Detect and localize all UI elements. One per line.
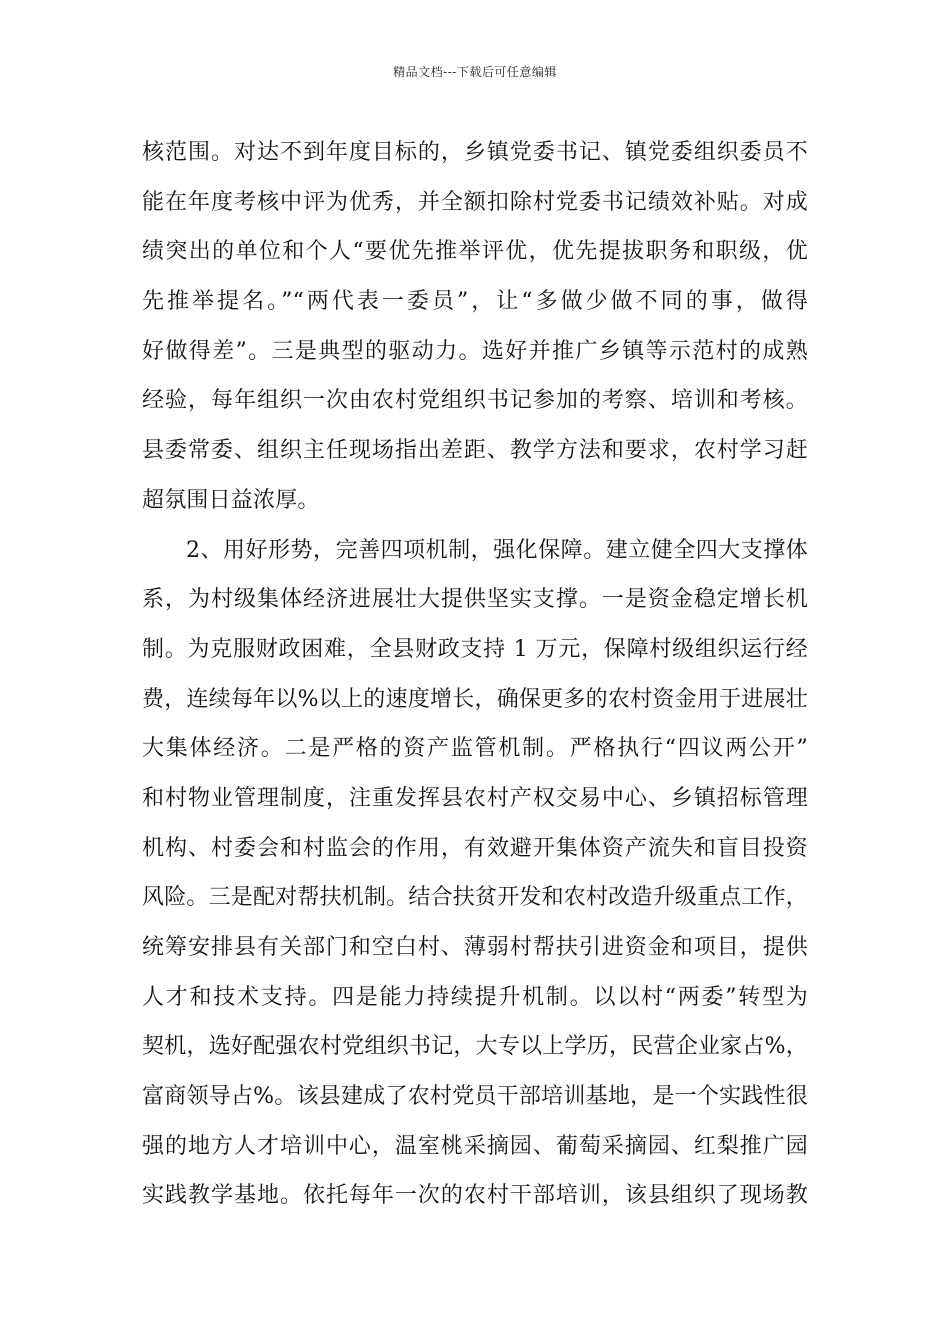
text-line: 经验，每年组织一次由农村党组织书记参加的考察、培训和考核。 <box>142 388 808 414</box>
document-body <box>142 128 808 1221</box>
text-line: 制。为克服财政困难，全县财政支持 1 万元，保障村级组织运行经 <box>142 636 808 662</box>
text-line: 和村物业管理制度，注重发挥县农村产权交易中心、乡镇招标管理 <box>142 785 808 811</box>
text-line: 县委常委、组织主任现场指出差距、教学方法和要求，农村学习赶 <box>142 438 808 464</box>
text-line: 绩突出的单位和个人“要优先推举评优，优先提拔职务和职级，优 <box>142 239 808 265</box>
text-line: 好做得差”。三是典型的驱动力。选好并推广乡镇等示范村的成熟 <box>142 338 808 364</box>
text-line: 机构、村委会和村监会的作用，有效避开集体资产流失和盲目投资 <box>142 835 808 861</box>
text-line: 能在年度考核中评为优秀，并全额扣除村党委书记绩效补贴。对成 <box>142 189 808 215</box>
text-line: 统筹安排县有关部门和空白村、薄弱村帮扶引进资金和项目，提供 <box>142 935 808 960</box>
text-line: 先推举提名。”“两代表一委员”，让“多做少做不同的事，做得 <box>142 289 808 315</box>
text-line: 大集体经济。二是严格的资产监管机制。严格执行“四议两公开” <box>142 736 808 762</box>
text-line: 人才和技术支持。四是能力持续提升机制。以以村“两委”转型为 <box>142 984 808 1010</box>
text-line: 风险。三是配对帮扶机制。结合扶贫开发和农村改造升级重点工作， <box>142 885 809 911</box>
text-line: 超氛围日益浓厚。 <box>142 487 320 513</box>
text-line: 契机，选好配强农村党组织书记，大专以上学历，民营企业家占%， <box>142 1034 808 1060</box>
text-line: 强的地方人才培训中心，温室桃采摘园、葡萄采摘园、红梨推广园 <box>142 1133 808 1159</box>
text-line: 系，为村级集体经济进展壮大提供坚实支撑。一是资金稳定增长机 <box>142 587 808 613</box>
text-line: 实践教学基地。依托每年一次的农村干部培训，该县组织了现场教 <box>142 1183 808 1209</box>
text-line: 费，连续每年以%以上的速度增长，确保更多的农村资金用于进展壮 <box>142 686 808 712</box>
paragraph <box>142 128 808 526</box>
paragraph <box>142 526 808 1222</box>
text-line: 富商领导占%。该县建成了农村党员干部培训基地，是一个实践性很 <box>142 1084 808 1110</box>
text-line: 2、用好形势，完善四项机制，强化保障。建立健全四大支撑体 <box>186 537 808 563</box>
page-header: 精品文档---下载后可任意编辑 <box>393 65 557 79</box>
text-line: 核范围。对达不到年度目标的，乡镇党委书记、镇党委组织委员不 <box>142 140 808 165</box>
